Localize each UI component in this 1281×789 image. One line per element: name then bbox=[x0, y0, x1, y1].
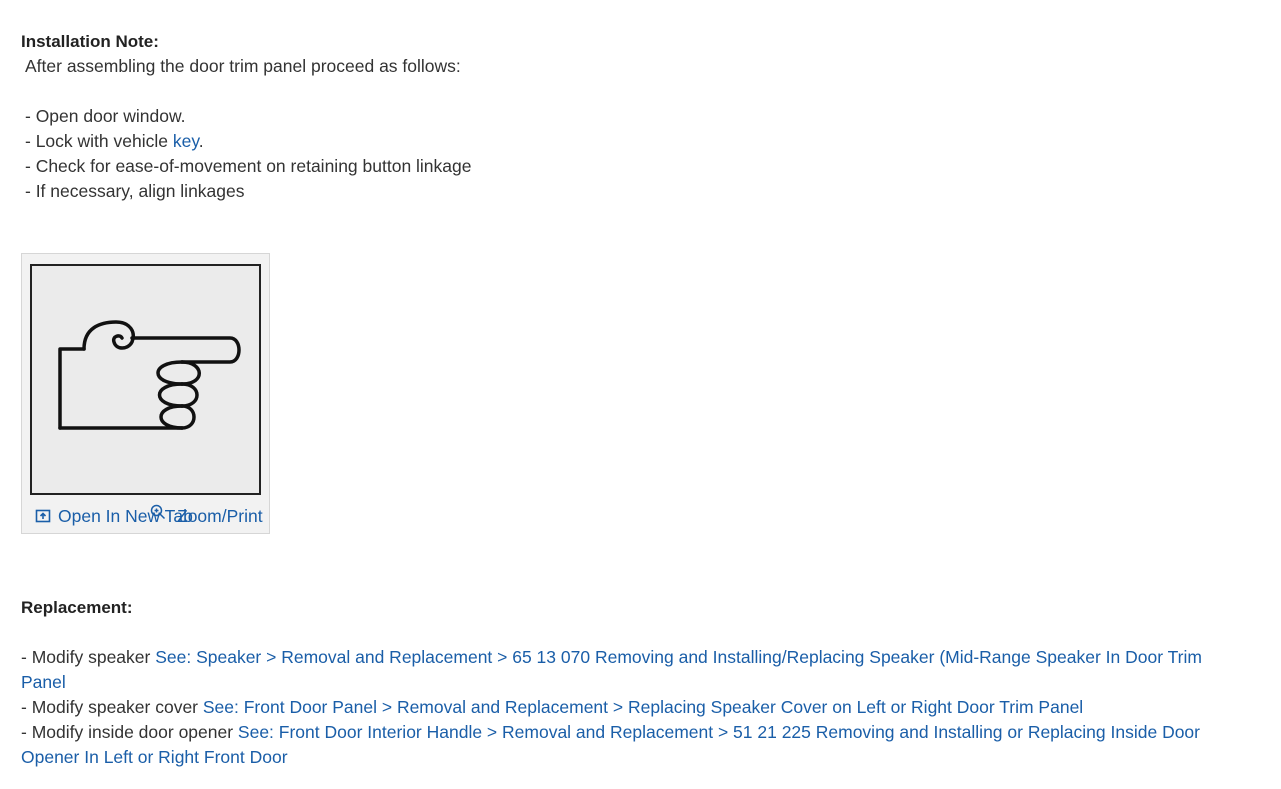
open-new-tab-button[interactable]: Open In New Tab bbox=[58, 506, 193, 526]
replacement-item-door-opener-text: - Modify inside door opener bbox=[21, 722, 238, 742]
open-new-tab-icon[interactable] bbox=[35, 508, 51, 524]
step-open-window: - Open door window. bbox=[25, 106, 186, 126]
replacement-item-speaker-text: - Modify speaker bbox=[21, 647, 156, 667]
replacement-item-speaker-cover-text: - Modify speaker cover bbox=[21, 697, 203, 717]
step-lock-key bbox=[25, 129, 204, 154]
step-lock-key-suffix: . bbox=[198, 131, 204, 151]
replacement-item-speaker bbox=[21, 645, 1221, 695]
installation-heading: Installation Note: bbox=[21, 32, 159, 51]
note-image[interactable] bbox=[30, 264, 261, 495]
speaker-cover-link[interactable]: See: Front Door Panel > Removal and Replacement > Replacing Speaker Cover on Left or Right Door Trim Panel bbox=[202, 697, 1084, 717]
pointing-hand-icon bbox=[32, 266, 259, 493]
step-check-linkage: - Check for ease-of-movement on retaining button linkage bbox=[25, 156, 472, 176]
door-opener-link[interactable]: See: Front Door Interior Handle > Removal and Replacement > 51 21 225 Removing and Installing or Replacing Inside Door Opener In Left or Right Front Door bbox=[21, 722, 1200, 767]
figure-card bbox=[21, 253, 270, 534]
step-lock-key-text: - Lock with vehicle bbox=[25, 131, 173, 151]
speaker-link[interactable]: See: Speaker > Removal and Replacement > 65 13 070 Removing and Installing/Replacing Speaker (Mid-Range Speaker In Door Trim Panel bbox=[21, 647, 1202, 692]
replacement-heading: Replacement: bbox=[21, 598, 133, 617]
installation-intro: After assembling the door trim panel proceed as follows: bbox=[25, 56, 461, 76]
replacement-item-door-opener bbox=[21, 720, 1221, 770]
zoom-icon[interactable] bbox=[150, 504, 166, 520]
figure-toolbar bbox=[22, 504, 269, 532]
step-align-linkages: - If necessary, align linkages bbox=[25, 181, 245, 201]
replacement-item-speaker-cover bbox=[21, 695, 1083, 720]
key-link[interactable]: key bbox=[172, 131, 199, 151]
zoom-print-button[interactable]: Zoom/Print bbox=[177, 506, 263, 526]
